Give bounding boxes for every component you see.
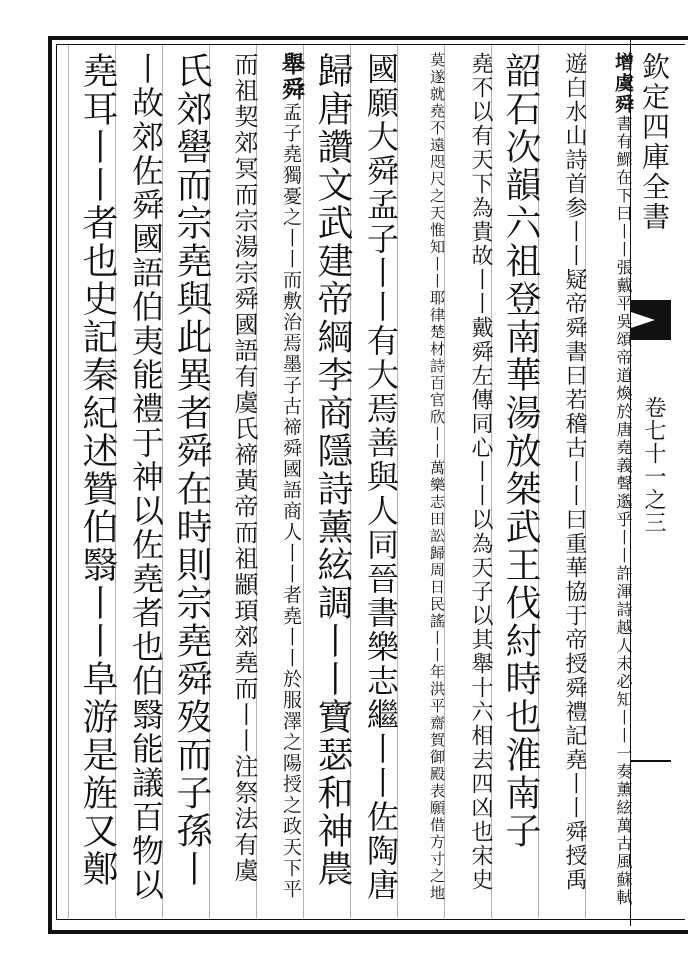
column-text: 國願大舜孟子丨丨有大焉善與人同晉書樂志繼丨丨佐陶唐 — [362, 52, 400, 902]
juan-number: 卷七十一之三 — [641, 396, 666, 534]
fold-divider — [631, 760, 671, 762]
column-text: 遊白水山詩首参丨丨疑帝舜書曰若稽古丨丨曰重華協于帝授舜禮記堯丨丨舜授禹 — [562, 52, 587, 892]
text-column — [588, 52, 632, 914]
text-column — [353, 52, 400, 914]
text-column — [400, 52, 444, 914]
text-column — [71, 52, 118, 914]
text-column — [259, 52, 303, 914]
text-column — [165, 52, 212, 914]
column-text: 氏郊嚳而宗堯與此異者舜在時則宗堯舜歿而子孫丨 — [171, 52, 212, 888]
text-column — [447, 52, 491, 914]
text-column — [306, 52, 353, 914]
column-rule — [303, 44, 304, 918]
text-column — [212, 52, 256, 914]
column-text: 韶石次韻六祖登南華湯放桀武王伐紂時也淮南子 — [500, 52, 541, 850]
column-text: 丨故郊佐舜國語伯夷能禮于神以佐堯者也伯翳能議百物以 — [127, 52, 165, 902]
column-text: 孟子堯獨憂之丨丨而敷治焉墨子古禘舜國語商人丨丨者堯丨丨於服澤之陽授之政天下平 — [280, 102, 302, 900]
column-text: 書有鰥在下曰丨丨張戴平吳頌帝道煥於唐堯義聲邈乎丨丨許渾詩越人未必知丨丨一奏薰絃萬古風蘇軾 — [614, 115, 633, 907]
column-text: 堯不以有天下為貴故丨丨戴舜左傳同心丨丨以為天子以其舉十六相去四凶也宋史 — [468, 52, 493, 892]
entry-headword: 增虞舜 — [612, 52, 634, 115]
entry-headword: 舉舜 — [278, 52, 305, 102]
column-text: 堯耳丨丨者也史記秦紀述贊伯翳丨丨阜游是旌又鄭 — [77, 52, 118, 888]
text-column — [541, 52, 585, 914]
book-title: 欽定四庫全書 — [638, 52, 671, 232]
column-text: 而祖契郊冥而宗湯宗舜國語有虞氏禘黃帝而祖顓頊郊堯而丨丨注祭法有虞 — [230, 52, 258, 884]
text-column — [494, 52, 541, 914]
column-text: 歸唐讚文武建帝綱李商隱詩薰絃調丨丨寶瑟和神農 — [312, 52, 353, 888]
column-rule — [68, 44, 69, 918]
column-text: 莫遂就堯不遠咫尺之天惟知丨丨耶律楚材詩百官欣丨丨萬樂志田訟歸周日民謠丨丨年洪平齋賀御殿表願借方寸之地 — [428, 52, 446, 902]
text-column — [118, 52, 165, 914]
